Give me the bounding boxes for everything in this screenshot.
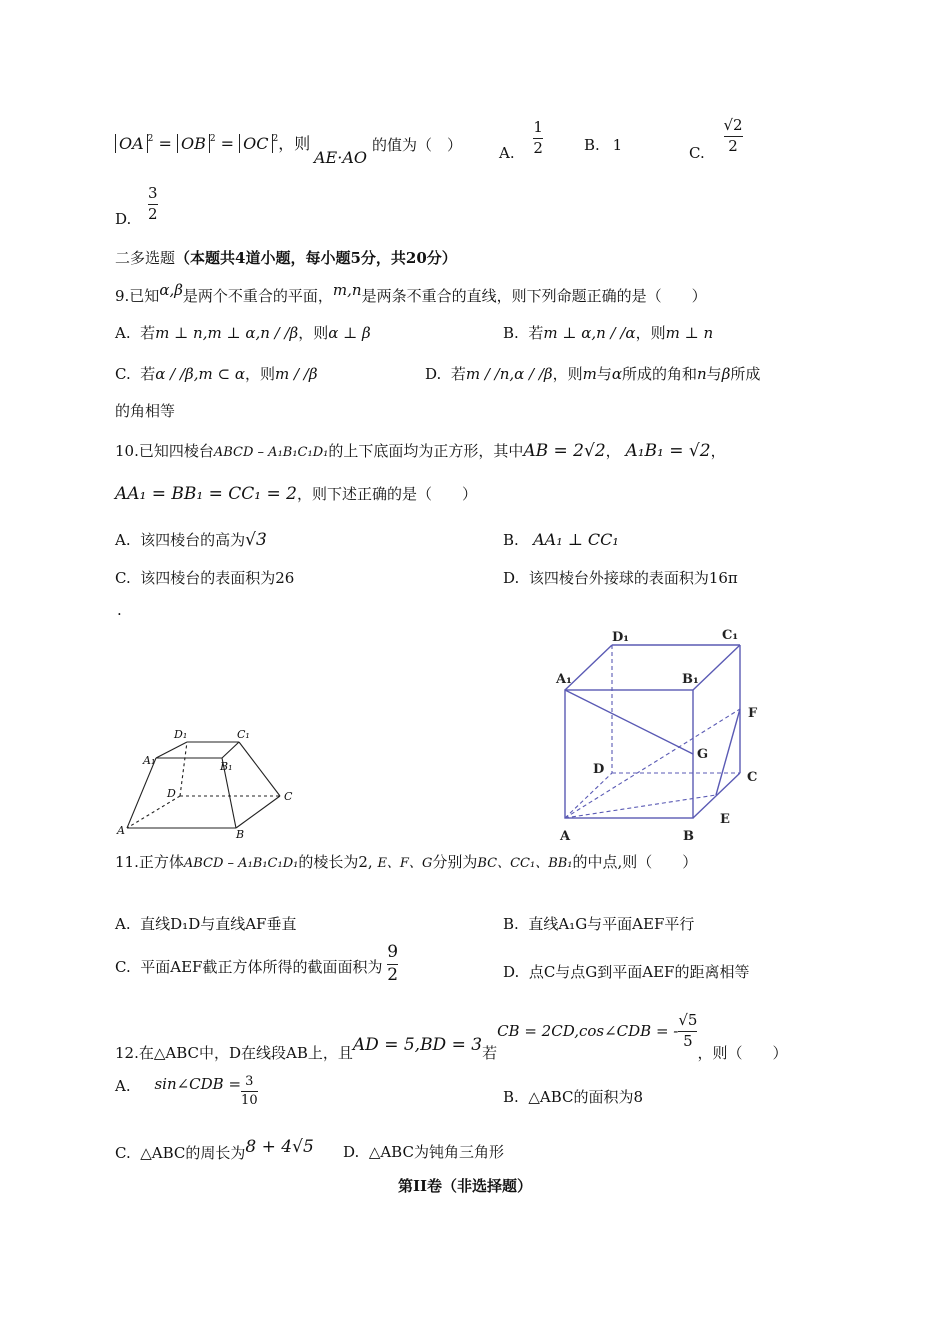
q8-option-b: [584, 136, 622, 154]
q11-stem-a: 11.正方体: [115, 853, 184, 871]
q10-b-math: AA₁ ⊥ CC₁: [533, 530, 619, 549]
q12-den: 5: [683, 1031, 693, 1050]
q9-option-d: [425, 365, 760, 383]
q12-stem: [115, 1011, 788, 1062]
q12-if: 若: [482, 1044, 498, 1062]
q9-d-m: m: [582, 365, 597, 383]
frustum-edge-dd1: [180, 742, 187, 796]
q11-option-c: [115, 944, 398, 985]
q12-d-label: D.: [343, 1143, 360, 1161]
q9-d-mid1: ，则: [552, 365, 583, 383]
cube-label-a: A: [560, 829, 571, 844]
q10-c-label: C.: [115, 569, 131, 587]
frustum-edge-aa1: [127, 758, 156, 828]
q11-c-text: 平面AEF截正方体所得的截面面积为: [140, 958, 383, 977]
frustum-label-c1: C₁: [237, 728, 250, 741]
frustum-label-a1: A₁: [143, 754, 156, 767]
q12-option-c: [115, 1137, 314, 1163]
q12-cond2: CB = 2CD,cos∠CDB = -: [497, 1022, 679, 1040]
q11-stem-b: 的棱长为2,: [298, 853, 373, 871]
frustum-label-a: A: [117, 824, 125, 837]
cube-label-g: G: [697, 747, 709, 762]
q10-stem: [115, 441, 726, 461]
q9-b-res: m ⊥ n: [665, 324, 714, 342]
q9-d-beta: β: [721, 365, 731, 383]
q12-cond1: AD = 5,BD = 3: [352, 1035, 483, 1055]
cube-label-d1: D₁: [612, 630, 629, 645]
q8-c-den: 2: [728, 136, 738, 155]
q9-c-res: m / /β: [274, 365, 318, 383]
q11-efg: E、F、G: [377, 856, 433, 871]
q9-stem: [115, 281, 707, 305]
frustum-label-b: B: [236, 828, 245, 841]
q12-option-d: [343, 1143, 504, 1161]
frustum-label-b1: B₁: [220, 760, 233, 773]
section2-title-text: 二多选题: [115, 249, 176, 267]
q12-option-a: [115, 1075, 258, 1107]
q11-option-a: [115, 915, 296, 933]
q8-abs-oa: OA: [115, 134, 148, 153]
q9-d-math: m / /n,α / /β: [465, 365, 553, 383]
q10-line2-math: AA₁ = BB₁ = CC₁ = 2: [115, 484, 297, 504]
q11-option-b: [503, 915, 694, 933]
q10-d-text: 该四棱台外接球的表面积为16π: [528, 569, 738, 587]
q8-d-label: D.: [115, 210, 132, 229]
q8-c-num: √2: [723, 116, 743, 134]
q8-abs-ob: OB: [177, 134, 210, 153]
q9-option-a: [115, 324, 371, 342]
cube-line-af: [565, 709, 740, 818]
q11-d-text: 点C与点G到平面AEF的距离相等: [528, 963, 750, 981]
q9-stem-a: 9.已知: [115, 287, 160, 305]
q8-b-label: B.: [584, 136, 600, 154]
q9-c-mid: ，则: [244, 365, 275, 383]
q11-a-label: A.: [115, 915, 131, 933]
frustum-edge-b1c1: [222, 742, 239, 758]
q9-d-mid2: 与: [596, 365, 612, 383]
q11-edges: BC、CC₁、BB₁: [477, 856, 573, 871]
q8-ask: 的值为（ ）: [372, 136, 463, 154]
cube-label-b1: B₁: [682, 672, 699, 687]
q8-d-num: 3: [148, 184, 158, 202]
cube-line-a1g: [565, 690, 693, 754]
frustum-edge-da: [127, 796, 180, 828]
q11-stem-d: 的中点,则（ ）: [572, 853, 698, 871]
q9-a-pre: 若: [140, 324, 156, 342]
q10-sep: ，: [605, 442, 621, 460]
cube-edge-a1d1: [565, 645, 612, 690]
q9-option-c: [115, 365, 318, 383]
q10-a-text: 该四棱台的高为: [140, 531, 246, 549]
q10-stem-b: 的上下底面均为正方形，其中: [328, 442, 524, 460]
q9-d-n: n: [697, 365, 707, 383]
q9-d-mid3: 所成的角和: [621, 365, 697, 383]
q10-option-a: [115, 530, 267, 550]
q9-option-b: [503, 324, 713, 342]
cube-label-e: E: [720, 812, 730, 827]
q9-d-mid4: 与: [706, 365, 722, 383]
q9-a-mid: ，则: [298, 324, 329, 342]
q9-b-mid: ，则: [635, 324, 666, 342]
cube-label-c1: C₁: [722, 628, 739, 643]
q9-a-math: m ⊥ n,m ⊥ α,n / /β: [155, 324, 299, 342]
q8-option-d: [115, 184, 158, 229]
frustum-label-c: C: [284, 790, 293, 803]
q12-c-math: 8 + 4√5: [245, 1137, 314, 1157]
q10-name: ABCD – A₁B₁C₁D₁: [213, 445, 329, 460]
q11-option-d: [503, 963, 749, 981]
q12-a-num: 3: [245, 1074, 254, 1089]
cube-label-f: F: [748, 706, 758, 721]
q9-a-res: α ⊥ β: [328, 324, 371, 342]
cube-label-a1: A₁: [556, 672, 572, 687]
q11-b-label: B.: [503, 915, 519, 933]
q12-stem-b: ，则（ ）: [697, 1044, 788, 1062]
q10-option-d: [503, 569, 738, 587]
q10-a1b1: A₁B₁ = √2: [625, 441, 711, 461]
q10-a-label: A.: [115, 531, 131, 549]
cube-label-c: C: [747, 770, 758, 785]
q12-b-label: B.: [503, 1088, 519, 1106]
q9-c-math: α / /β,m ⊂ α: [155, 365, 245, 383]
q8-expr: AE·AO: [314, 148, 367, 167]
q9-b-pre: 若: [528, 324, 544, 342]
q12-c-label: C.: [115, 1144, 131, 1162]
q12-stem-a: 12.在△ABC中，D在线段AB上，且: [115, 1044, 353, 1062]
q8-b-val: 1: [612, 136, 623, 154]
q8-abs-oc: OC: [239, 134, 272, 153]
q8-sep: ，则: [278, 134, 311, 153]
q10-option-b: [503, 530, 619, 549]
q9-option-d-cont: 的角相等: [115, 402, 176, 420]
q8-condition: OA $^2$ = OB $^2$ = OC $^2$，则: [115, 134, 310, 153]
q11-a-text: 直线D₁D与直线AF垂直: [140, 915, 297, 933]
q11-stem: [115, 853, 697, 872]
q10-ab: AB = 2√2: [523, 441, 606, 461]
q12-d-text: △ABC为钝角三角形: [368, 1143, 504, 1161]
cube-label-d: D: [593, 762, 605, 777]
q12-a-label: A.: [115, 1077, 131, 1096]
frustum-edge-cc1: [239, 742, 280, 796]
section2-title: [115, 249, 457, 267]
q9-c-pre: 若: [140, 365, 156, 383]
q8-c-label: C.: [689, 144, 705, 163]
frustum-edge-a1d1: [156, 742, 187, 758]
q10-c-text: 该四棱台的表面积为26: [140, 569, 295, 587]
q9-d-pre: 若: [450, 365, 466, 383]
q9-a-label: A.: [115, 324, 131, 342]
cube-figure: [550, 625, 780, 845]
q9-c-label: C.: [115, 365, 131, 383]
frustum-edge-bc: [236, 796, 280, 828]
q8-d-den: 2: [148, 204, 158, 223]
q10-end: ，: [710, 442, 726, 460]
q12-c-text: △ABC的周长为: [140, 1144, 246, 1162]
q9-mn: m,n: [332, 281, 362, 299]
q12-num: √5: [678, 1011, 698, 1029]
section2-note: （本题共4道小题，每小题5分，共20分）: [175, 249, 457, 267]
q11-c-num: 9: [387, 942, 399, 962]
q12-a-den: 10: [241, 1092, 258, 1108]
part2-title: 第II卷（非选择题）: [398, 1177, 533, 1195]
cube-front-face: [565, 690, 693, 818]
q10-line2-end: ，则下述正确的是（ ）: [296, 485, 477, 503]
cube-label-b: B: [683, 829, 694, 844]
q9-greek: α,β: [159, 281, 183, 299]
q9-d-alpha: α: [611, 365, 622, 383]
frustum-label-d1: D₁: [174, 728, 188, 741]
q8-option-c: [689, 116, 743, 163]
cube-edge-bc: [693, 773, 740, 818]
q10-trailing-dot: .: [117, 601, 122, 619]
q10-stem-a: 10.已知四棱台: [115, 442, 214, 460]
q12-option-b: [503, 1088, 643, 1106]
q11-c-den: 2: [387, 964, 399, 985]
q10-line2: [115, 484, 477, 504]
q12-b-text: △ABC的面积为8: [528, 1088, 644, 1106]
q11-stem-c: 分别为: [432, 853, 478, 871]
q8-a-num: 1: [533, 118, 543, 136]
q11-d-label: D.: [503, 963, 520, 981]
q9-d-label: D.: [425, 365, 442, 383]
frustum-figure: [112, 722, 312, 842]
q11-c-label: C.: [115, 958, 131, 977]
q9-stem-c: 是两条不重合的直线，则下列命题正确的是（ ）: [361, 287, 707, 305]
q12-a-math: sin∠CDB =: [154, 1075, 242, 1094]
frustum-label-d: D: [167, 787, 176, 800]
q10-d-label: D.: [503, 569, 520, 587]
cube-edge-b1c1: [693, 645, 740, 690]
q8-a-label: A.: [499, 144, 515, 163]
q9-d-end: 所成: [730, 365, 761, 383]
q9-b-math: m ⊥ α,n / /α: [543, 324, 636, 342]
q8-a-den: 2: [533, 138, 543, 157]
q10-a-math: √3: [245, 530, 267, 550]
q10-b-label: B.: [503, 531, 519, 549]
cube-edge-ad: [565, 773, 612, 818]
q9-stem-b: 是两个不重合的平面，: [182, 287, 333, 305]
q11-name: ABCD – A₁B₁C₁D₁: [183, 856, 299, 871]
q11-b-text: 直线A₁G与平面AEF平行: [528, 915, 695, 933]
q10-option-c: [115, 569, 294, 587]
q8-option-a: [499, 118, 543, 163]
q9-b-label: B.: [503, 324, 519, 342]
